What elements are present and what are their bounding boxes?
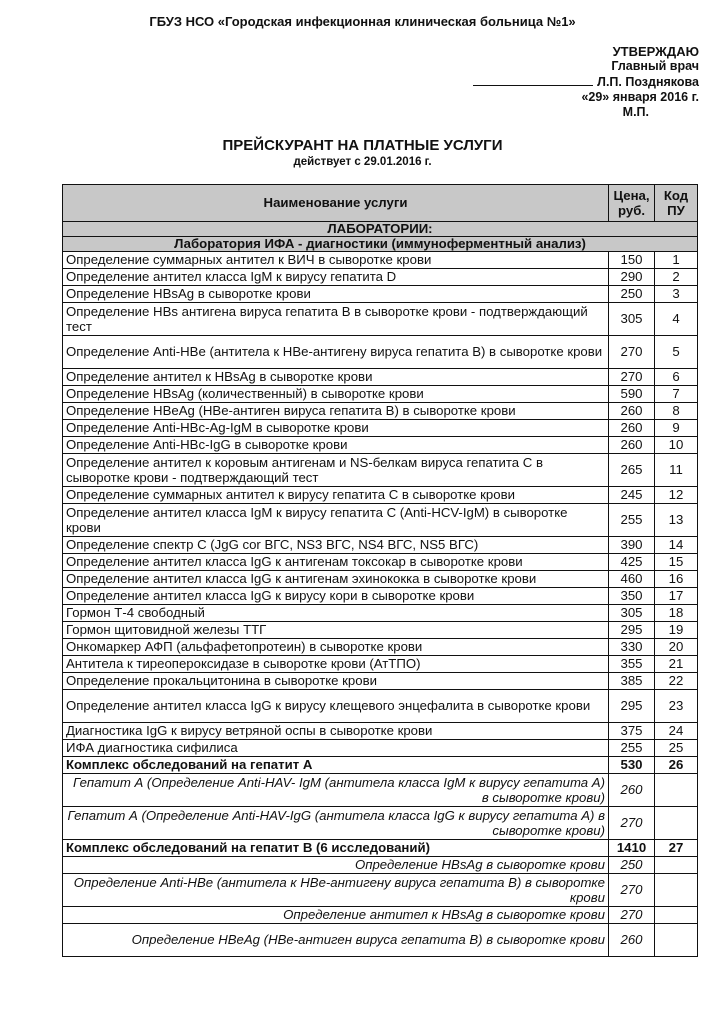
- table-row: [63, 588, 698, 605]
- complex-item-price: 250: [609, 857, 655, 874]
- service-price: 305: [609, 605, 655, 622]
- table-row: [63, 336, 698, 369]
- approve-signature-row: [473, 74, 699, 90]
- complex-item-row: [63, 807, 698, 840]
- table-row: [63, 386, 698, 403]
- service-code: 14: [655, 537, 698, 554]
- approve-date: «29» января 2016 г.: [581, 90, 699, 104]
- complex-item-name: Определение антител к HBsAg в сыворотке крови: [63, 907, 609, 924]
- complex-item-name: Гепатит А (Определение Anti-HAV-IgG (антитела класса IgG к вирусу гепатита А) в сыворотке крови): [63, 807, 609, 840]
- complex-name: Комплекс обследований на гепатит В (6 исследований): [63, 840, 609, 857]
- service-name: Определение Anti-HBe (антитела к HBe-антигену вируса гепатита В) в сыворотке крови: [63, 336, 609, 369]
- service-price: 390: [609, 537, 655, 554]
- section-title: ЛАБОРАТОРИИ:: [63, 222, 698, 237]
- service-code: 2: [655, 269, 698, 286]
- service-name: Определение HBsAg (количественный) в сыворотке крови: [63, 386, 609, 403]
- service-name: Определение HBs антигена вируса гепатита В в сыворотке крови - подтверждающий тест: [63, 303, 609, 336]
- service-price: 260: [609, 437, 655, 454]
- service-price: 295: [609, 622, 655, 639]
- complex-name: Комплекс обследований на гепатит А: [63, 757, 609, 774]
- service-name: Определение антител к коровым антигенам и NS-белкам вируса гепатита С в сыворотке крови - подтверждающий тест: [63, 454, 609, 487]
- service-code: 6: [655, 369, 698, 386]
- table-row: [63, 504, 698, 537]
- approve-title: УТВЕРЖДАЮ: [612, 44, 699, 59]
- service-code: 22: [655, 673, 698, 690]
- page-subtitle: действует с 29.01.2016 г.: [293, 156, 432, 168]
- complex-row: [63, 840, 698, 857]
- complex-item-row: [63, 774, 698, 807]
- service-code: 13: [655, 504, 698, 537]
- table-header-row: [63, 185, 698, 222]
- service-price: 255: [609, 740, 655, 757]
- complex-item-code: [655, 924, 698, 957]
- service-code: 9: [655, 420, 698, 437]
- service-code: 8: [655, 403, 698, 420]
- service-name: Гормон Т-4 свободный: [63, 605, 609, 622]
- service-price: 350: [609, 588, 655, 605]
- table-row: [63, 420, 698, 437]
- service-name: Определение спектр С (JgG cor ВГС, NS3 ВГС, NS4 ВГС, NS5 ВГС): [63, 537, 609, 554]
- table-row: [63, 454, 698, 487]
- service-name: Определение антител класса IgG к антигенам эхинококка в сыворотке крови: [63, 571, 609, 588]
- service-code: 21: [655, 656, 698, 673]
- service-code: 7: [655, 386, 698, 403]
- table-row: [63, 605, 698, 622]
- table-row: [63, 723, 698, 740]
- service-code: 4: [655, 303, 698, 336]
- service-price: 260: [609, 403, 655, 420]
- complex-item-price: 270: [609, 807, 655, 840]
- complex-code: 27: [655, 840, 698, 857]
- table-row: [63, 639, 698, 656]
- service-code: 12: [655, 487, 698, 504]
- price-table: [62, 184, 698, 957]
- service-price: 265: [609, 454, 655, 487]
- service-name: Определение антител класса IgG к вирусу кори в сыворотке крови: [63, 588, 609, 605]
- table-row: [63, 369, 698, 386]
- service-name: Определение суммарных антител к ВИЧ в сыворотке крови: [63, 252, 609, 269]
- column-header-name: Наименование услуги: [63, 185, 609, 222]
- table-row: [63, 571, 698, 588]
- service-price: 330: [609, 639, 655, 656]
- section-row: [63, 222, 698, 237]
- service-code: 17: [655, 588, 698, 605]
- service-name: Определение антител к HBsAg в сыворотке крови: [63, 369, 609, 386]
- complex-item-price: 260: [609, 774, 655, 807]
- approve-position: Главный врач: [611, 59, 699, 73]
- complex-item-row: [63, 874, 698, 907]
- service-price: 460: [609, 571, 655, 588]
- service-price: 355: [609, 656, 655, 673]
- service-price: 270: [609, 369, 655, 386]
- table-row: [63, 252, 698, 269]
- subsection-row: [63, 237, 698, 252]
- complex-code: 26: [655, 757, 698, 774]
- complex-item-name: Определение HBsAg в сыворотке крови: [63, 857, 609, 874]
- service-code: 1: [655, 252, 698, 269]
- complex-item-code: [655, 807, 698, 840]
- service-name: Определение прокальцитонина в сыворотке крови: [63, 673, 609, 690]
- service-code: 11: [655, 454, 698, 487]
- service-name: Диагностика IgG к вирусу ветряной оспы в сыворотке крови: [63, 723, 609, 740]
- complex-item-code: [655, 857, 698, 874]
- service-price: 270: [609, 336, 655, 369]
- complex-item-code: [655, 874, 698, 907]
- service-name: Определение HBeAg (HBe-антиген вируса гепатита В) в сыворотке крови: [63, 403, 609, 420]
- table-row: [63, 487, 698, 504]
- organization-name: ГБУЗ НСО «Городская инфекционная клиническая больница №1»: [149, 14, 576, 29]
- service-code: 15: [655, 554, 698, 571]
- complex-item-code: [655, 907, 698, 924]
- service-price: 295: [609, 690, 655, 723]
- subsection-title: Лаборатория ИФА - диагностики (иммуноферментный анализ): [63, 237, 698, 252]
- service-price: 385: [609, 673, 655, 690]
- complex-row: [63, 757, 698, 774]
- service-name: Определение антител класса IgG к вирусу клещевого энцефалита в сыворотке крови: [63, 690, 609, 723]
- complex-item-price: 270: [609, 874, 655, 907]
- complex-item-price: 270: [609, 907, 655, 924]
- table-row: [63, 656, 698, 673]
- complex-item-name: Определение HBeAg (HBe-антиген вируса гепатита В) в сыворотке крови: [63, 924, 609, 957]
- page-title: ПРЕЙСКУРАНТ НА ПЛАТНЫЕ УСЛУГИ: [222, 137, 503, 154]
- service-name: ИФА диагностика сифилиса: [63, 740, 609, 757]
- service-code: 18: [655, 605, 698, 622]
- service-price: 290: [609, 269, 655, 286]
- service-price: 375: [609, 723, 655, 740]
- service-name: Определение HBsAg в сыворотке крови: [63, 286, 609, 303]
- service-code: 24: [655, 723, 698, 740]
- service-code: 3: [655, 286, 698, 303]
- table-row: [63, 269, 698, 286]
- complex-item-code: [655, 774, 698, 807]
- approve-name: Л.П. Позднякова: [597, 75, 699, 89]
- complex-item-row: [63, 924, 698, 957]
- table-row: [63, 740, 698, 757]
- service-code: 20: [655, 639, 698, 656]
- service-code: 19: [655, 622, 698, 639]
- service-name: Онкомаркер АФП (альфафетопротеин) в сыворотке крови: [63, 639, 609, 656]
- service-price: 590: [609, 386, 655, 403]
- approval-block: [473, 44, 699, 120]
- table-row: [63, 622, 698, 639]
- table-row: [63, 303, 698, 336]
- complex-item-row: [63, 907, 698, 924]
- complex-item-name: Гепатит А (Определение Anti-HAV- IgM (антитела класса IgM к вирусу гепатита А) в сыворотке крови): [63, 774, 609, 807]
- service-name: Определение Anti-HBc-Ag-IgM в сыворотке крови: [63, 420, 609, 437]
- service-name: Определение Anti-HBc-IgG в сыворотке крови: [63, 437, 609, 454]
- service-code: 5: [655, 336, 698, 369]
- table-row: [63, 673, 698, 690]
- table-row: [63, 690, 698, 723]
- signature-line: [473, 74, 593, 86]
- table-row: [63, 437, 698, 454]
- complex-item-price: 260: [609, 924, 655, 957]
- service-price: 260: [609, 420, 655, 437]
- table-row: [63, 286, 698, 303]
- service-name: Определение антител класса IgM к вирусу гепатита D: [63, 269, 609, 286]
- service-name: Определение антител класса IgG к антигенам токсокар в сыворотке крови: [63, 554, 609, 571]
- approve-stamp: М.П.: [622, 105, 649, 119]
- service-price: 305: [609, 303, 655, 336]
- service-name: Определение антител класса IgM к вирусу гепатита С (Anti-HCV-IgM) в сыворотке крови: [63, 504, 609, 537]
- service-name: Антитела к тиреопероксидазе в сыворотке крови (АтТПО): [63, 656, 609, 673]
- column-header-code: Код ПУ: [655, 185, 698, 222]
- table-row: [63, 403, 698, 420]
- service-code: 23: [655, 690, 698, 723]
- service-price: 150: [609, 252, 655, 269]
- service-price: 255: [609, 504, 655, 537]
- service-name: Гормон щитовидной железы ТТГ: [63, 622, 609, 639]
- complex-item-name: Определение Anti-HBe (антитела к HBe-антигену вируса гепатита В) в сыворотке крови: [63, 874, 609, 907]
- service-price: 245: [609, 487, 655, 504]
- service-code: 16: [655, 571, 698, 588]
- complex-price: 1410: [609, 840, 655, 857]
- service-code: 25: [655, 740, 698, 757]
- complex-price: 530: [609, 757, 655, 774]
- service-name: Определение суммарных антител к вирусу гепатита С в сыворотке крови: [63, 487, 609, 504]
- service-price: 425: [609, 554, 655, 571]
- service-price: 250: [609, 286, 655, 303]
- complex-item-row: [63, 857, 698, 874]
- column-header-price: Цена, руб.: [609, 185, 655, 222]
- table-row: [63, 554, 698, 571]
- table-row: [63, 537, 698, 554]
- service-code: 10: [655, 437, 698, 454]
